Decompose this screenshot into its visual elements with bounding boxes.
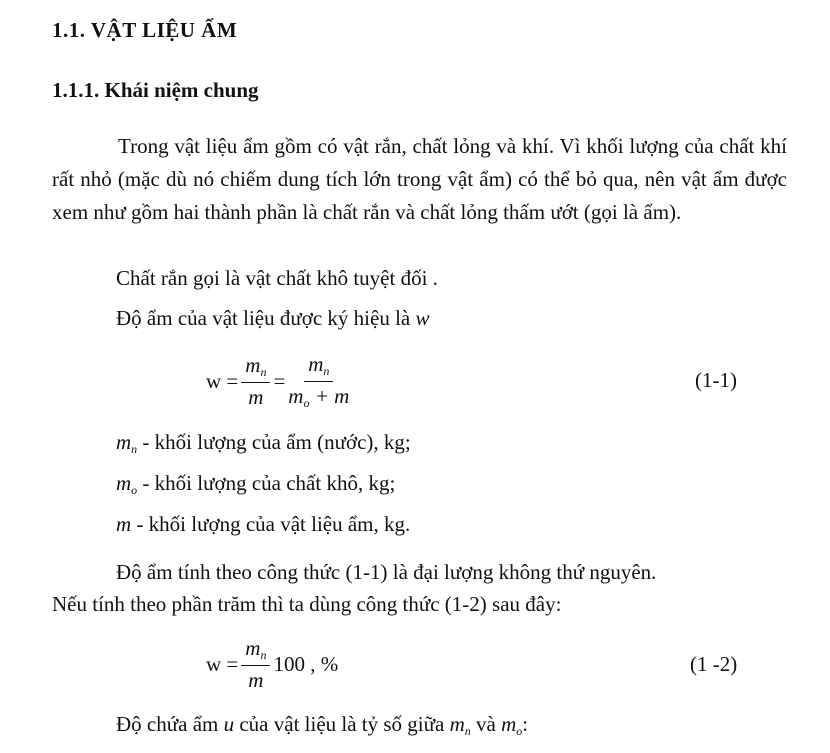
equation-1-1-number: (1-1) bbox=[695, 368, 737, 392]
eq2-fraction bbox=[241, 636, 270, 693]
moisture-symbol-line bbox=[116, 306, 430, 331]
subsection-heading: 1.1.1. Khái niệm chung bbox=[52, 78, 259, 102]
eq1-numerator-2: $m_n$ bbox=[304, 352, 333, 382]
symbol-u: u bbox=[223, 712, 235, 736]
intro-paragraph bbox=[52, 130, 787, 229]
eq1-fraction-1 bbox=[241, 353, 270, 410]
paragraph-2-line-2: Nếu tính theo phần trăm thì ta dùng công thức (1-2) sau đây: bbox=[52, 592, 562, 616]
symbol-m: m bbox=[116, 512, 132, 536]
eq1-denominator-2: $m_o + m$ bbox=[288, 384, 350, 410]
definition-m bbox=[116, 512, 410, 537]
symbol-mn: $m_n$ bbox=[116, 430, 138, 456]
eq1-denominator-1: m bbox=[248, 385, 264, 409]
symbol-mo: $m_o$ bbox=[116, 471, 138, 497]
equation-1-2 bbox=[206, 636, 338, 693]
paragraph-2-line-1: Độ ẩm tính theo công thức (1-1) là đại lượng không thứ nguyên. bbox=[116, 560, 657, 584]
intro-paragraph-text: Trong vật liệu ẩm gồm có vật rắn, chất lỏng và khí. Vì khối lượng của chất khí rất nhỏ (mặc dù nó chiếm dung tích lớn trong vật ẩm) có thể bỏ qua, nên vật ẩm được xem như gồm hai thành phần là chất rắn và chất lỏng thấm ướt (gọi là ẩm). bbox=[52, 134, 787, 224]
eq1-fraction-2 bbox=[288, 352, 349, 411]
symbol-mn-ref: $m_n$ bbox=[449, 712, 471, 738]
eq2-numerator: $m_n$ bbox=[241, 636, 270, 666]
eq2-tail: 100 , % bbox=[273, 652, 339, 676]
definition-m-text: - khối lượng của vật liệu ẩm, kg. bbox=[136, 512, 411, 536]
moisture-content-prefix: Độ chứa ẩm bbox=[116, 712, 219, 736]
moisture-content-end: : bbox=[522, 712, 529, 736]
eq2-denominator: m bbox=[248, 668, 264, 692]
moisture-symbol-text: Độ ẩm của vật liệu được ký hiệu là bbox=[116, 306, 411, 330]
moisture-content-line bbox=[116, 712, 528, 739]
eq1-equals: = bbox=[273, 369, 286, 393]
solid-definition: Chất rắn gọi là vật chất khô tuyệt đối . bbox=[116, 266, 438, 290]
eq1-lhs: w = bbox=[206, 369, 239, 393]
eq2-lhs: w = bbox=[206, 652, 239, 676]
equation-1-1 bbox=[206, 352, 352, 411]
symbol-w: w bbox=[415, 306, 430, 330]
section-heading: 1.1. VẬT LIỆU ẨM bbox=[52, 18, 238, 42]
moisture-content-and: và bbox=[476, 712, 496, 736]
eq1-numerator-1: $m_n$ bbox=[241, 353, 270, 383]
definition-mn-text: - khối lượng của ẩm (nước), kg; bbox=[142, 430, 411, 454]
symbol-mo-ref: $m_o$ bbox=[501, 712, 523, 738]
equation-1-2-number: (1 -2) bbox=[690, 652, 738, 676]
moisture-content-middle: của vật liệu là tỷ số giữa bbox=[239, 712, 445, 736]
definition-mo-text: - khối lượng của chất khô, kg; bbox=[142, 471, 396, 495]
definition-mo bbox=[116, 471, 395, 498]
definition-mn bbox=[116, 430, 411, 457]
